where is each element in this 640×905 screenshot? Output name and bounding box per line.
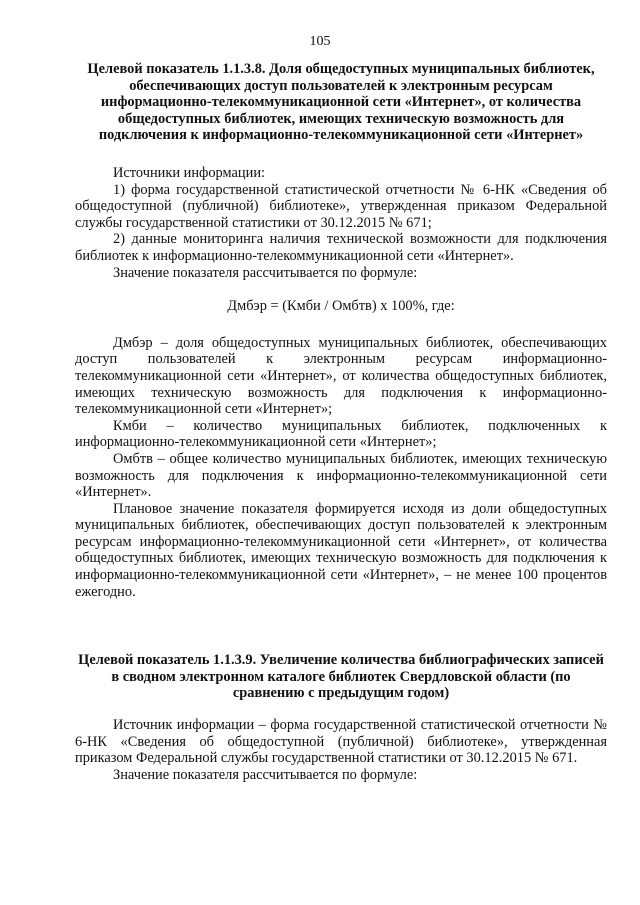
source-item-2: 2) данные мониторинга наличия технической возможности для подключения библиотек к информационно-телекоммуникационной сети «Интернет». (75, 231, 607, 264)
definition-kmbi: Кмби – количество муниципальных библиотек, подключенных к информационно-телекоммуникационной сети «Интернет»; (75, 417, 607, 451)
planned-value-paragraph: Плановое значение показателя формируется исходя из доли общедоступных муниципальных библиотек, обеспечивающих доступ пользователей к электронным ресурсам информационно-телекоммуникационной сети «Интернет», от количества общедоступных библиотек, имеющих техническую возможность для подключения к информационно-телекоммуникационной сети «Интернет», – не менее 100 процентов ежегодно. (75, 500, 607, 600)
indicator-heading-1-1-3-8: Целевой показатель 1.1.3.8. Доля общедоступных муниципальных библиотек, обеспечивающих доступ пользователей к электронным ресурсам информационно-телекоммуникационной сети «Интернет», от количества общедоступных библиотек, имеющих техническую возможность для подключения к информационно-телекоммуникационной сети «Интернет» (87, 61, 595, 144)
formula-intro-2: Значение показателя рассчитывается по формуле: (113, 766, 418, 783)
definition-dmber: Дмбэр – доля общедоступных муниципальных библиотек, обеспечивающих доступ пользователей к электронным ресурсам информационно-телекоммуникационной сети «Интернет», от количества общедоступных библиотек, имеющих техническую возможность для подключения к информационно-телекоммуникационной сети «Интернет»; (75, 334, 607, 418)
source-item-1: 1) форма государственной статистической отчетности № 6-НК «Сведения об общедоступной (публичной) библиотеке», утвержденная приказом Федеральной службы государственной статистики от 30.12.2015 № 671; (75, 181, 607, 231)
indicator-heading-1-1-3-9: Целевой показатель 1.1.3.9. Увеличение количества библиографических записей в сводном электронном каталоге библиотек Свердловской области (по сравнению с предыдущим годом) (78, 652, 604, 702)
source-paragraph: Источник информации – форма государственной статистической отчетности № 6-НК «Сведения об общедоступной (публичной) библиотеке», утвержденная приказом Федеральной службы государственной статистики от 30.12.2015 № 671. (75, 717, 607, 767)
formula-intro: Значение показателя рассчитывается по формуле: (113, 264, 418, 281)
formula: Дмбэр = (Кмби / Омбтв) x 100%, где: (227, 298, 455, 315)
indicator-1-1-3-9-body (75, 717, 607, 783)
indicator-1-1-3-8-body (75, 165, 607, 600)
definition-ombtv: Омбтв – общее количество муниципальных библиотек, имеющих техническую возможность для подключения к информационно-телекоммуникационной сети «Интернет». (75, 450, 607, 501)
page-number: 105 (309, 34, 331, 49)
sources-label: Источники информации: (113, 165, 266, 181)
